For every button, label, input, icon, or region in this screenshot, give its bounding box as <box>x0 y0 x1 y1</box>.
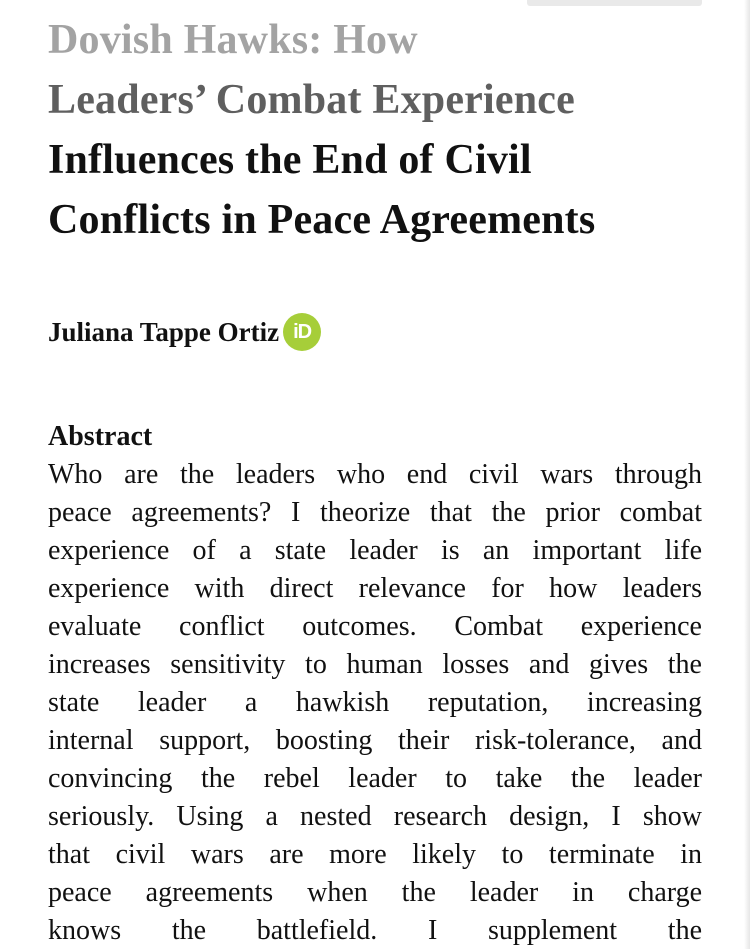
abstract-line: evaluate conflict outcomes. Combat experience <box>48 611 702 642</box>
abstract-line: Who are the leaders who end civil wars through <box>48 459 702 490</box>
abstract-line: seriously. Using a nested research design, I show <box>48 801 702 832</box>
abstract-line: increases sensitivity to human losses and gives the <box>48 649 702 680</box>
abstract-line: convincing the rebel leader to take the leader <box>48 763 702 794</box>
abstract-line: peace agreements when the leader in charge <box>48 877 702 908</box>
abstract-line: peace agreements? I theorize that the prior combat <box>48 497 702 528</box>
abstract-line: knows the battlefield. I supplement the <box>48 915 702 946</box>
title-line: Leaders’ Combat Experience <box>48 77 575 123</box>
title-line: Dovish Hawks: How <box>48 17 418 63</box>
abstract-body <box>48 456 702 950</box>
abstract-line: state leader a hawkish reputation, increasing <box>48 687 702 718</box>
top-scroll-tab <box>527 0 702 6</box>
title-line: Conflicts in Peace Agreements <box>48 197 596 243</box>
abstract-line: internal support, boosting their risk-tolerance, and <box>48 725 702 756</box>
abstract-line: experience of a state leader is an important life <box>48 535 702 566</box>
abstract-line: that civil wars are more likely to terminate in <box>48 839 702 870</box>
abstract-line: experience with direct relevance for how leaders <box>48 573 702 604</box>
title-line: Influences the End of Civil <box>48 137 532 183</box>
orcid-icon[interactable]: iD <box>283 313 321 351</box>
paper-title <box>48 10 708 250</box>
author-name: Juliana Tappe Ortiz <box>48 316 280 347</box>
abstract-heading: Abstract <box>48 421 153 452</box>
page-edge-shadow <box>744 0 750 949</box>
author-row <box>48 312 321 352</box>
